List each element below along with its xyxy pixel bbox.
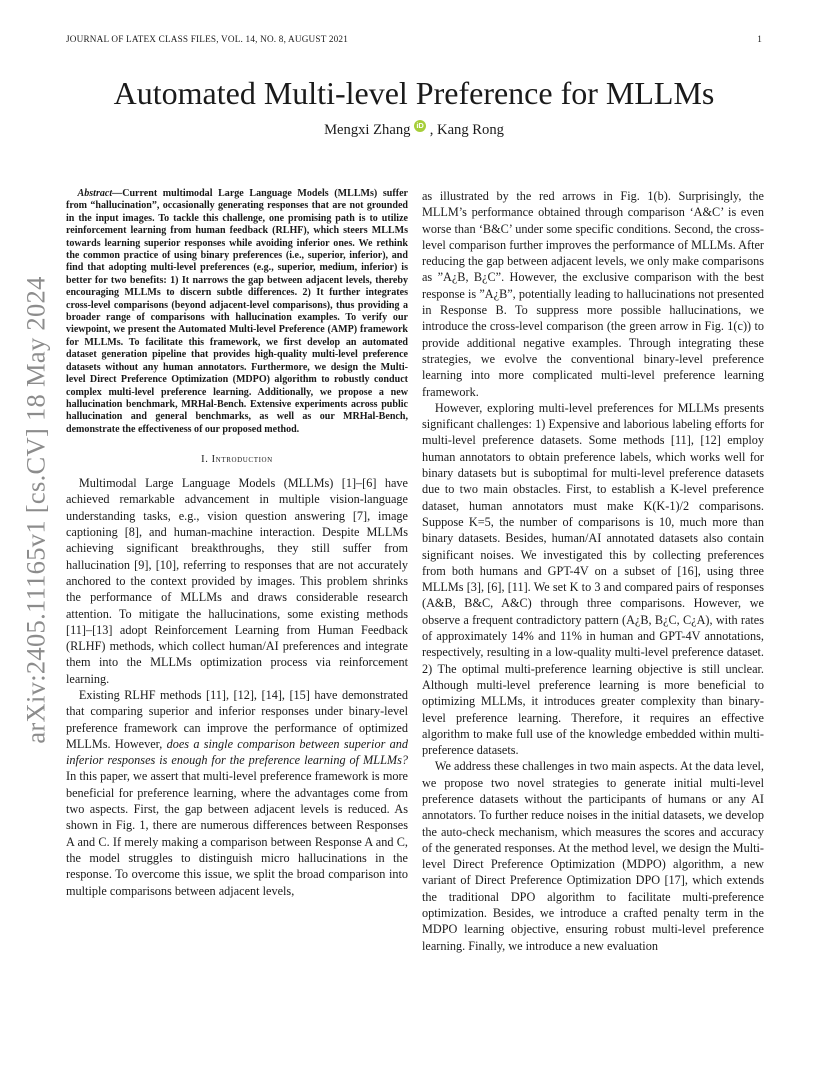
right-column [422, 188, 764, 954]
arxiv-sidebar [22, 250, 50, 770]
abstract [66, 188, 408, 436]
journal-header: JOURNAL OF LATEX CLASS FILES, VOL. 14, NO. 8, AUGUST 2021 [66, 34, 349, 44]
author-line [0, 120, 828, 140]
page-number: 1 [757, 34, 762, 44]
author-separator: , [426, 122, 438, 138]
orcid-icon[interactable]: iD [414, 120, 426, 132]
paper-title: Automated Multi-level Preference for MLLMs [113, 75, 715, 111]
paragraph-intro-2-start: Existing RLHF methods [11], [12], [14], [15] have demonstrated that comparing superior and inferior responses under binary-level preference framework can improve the performance of optimized MLLMs. However, [66, 687, 408, 751]
paragraph-intro-2-end: In this paper, we assert that multi-level preference framework is more beneficial for preference learning, where the advantages come from two aspects. First, the gap between adjacent levels is reduced. As shown in Fig. 1, there are numerous differences between Responses A and C. If merely making a comparison between Response A and C, the model struggles to distinguish micro hallucinations in the response. To overcome this issue, we split the broad comparison into multiple comparisons between adjacent levels, [66, 769, 408, 898]
paragraph-right-2: However, exploring multi-level preferences for MLLMs presents significant challenges: 1) Expensive and laborious labeling efforts for multi-level preference datasets. Some methods [11], [12] employ human annotators to obtain preference labels, which works well for binary datasets but is suboptimal for multi-level preference datasets due to two main obstacles. First, to establish a K-level preference dataset, human annotators must make K(K-1)/2 comparisons. Suppose K=5, the number of comparisons is 10, much more than binary datasets. Besides, human/AI annotated datasets also contain significant noises. We investigated this by collecting preferences from both humans and GPT-4V on a subset of [16], using three MLLMs [3], [6], [11]. We set K to 3 and compared pairs of responses (A&B, B&C, A&C) through three comparisons. However, we observe a frequent contradictory pattern (A¿B, B¿C, C¿A), with rates of approximately 14% and 11% in human and GPT-4V annotations, respectively, resulting in a low-quality multi-level preference dataset. 2) The optimal multi-preference learning objective is still unclear. Although multi-level preference learning is more beneficial to optimizing MLLMs, it introduces greater complexity than binary-level preference learning. Therefore, it requires an effective algorithm to make full use of the knowledge embedded within multi-preference datasets. [422, 400, 764, 758]
paragraph-intro-2-question: does a single comparison between superior and inferior responses is enough for the preference learning of MLLMs? [66, 736, 408, 768]
paragraph-right-1: as illustrated by the red arrows in Fig. 1(b). Surprisingly, the MLLM’s performance obtained through comparison ‘A&C’ is even worse than ‘B&C’ under some specific conditions. Second, the cross-level comparison further improves the performance of MLLMs. After reducing the gap between adjacent levels, we only make comparisons as ”A¿B, B¿C”. However, the exclusive comparison with the best response is ”A¿B”, potentially leading to hallucinations not presented in Response B. To suppress more possible hallucinations, we introduce the cross-level comparison (the green arrow in Fig. 1(c)) to provide additional negative examples. Through integrating these strategies, we evolve the conventional binary-level preference learning into more complicated multi-level preference learning framework. [422, 189, 764, 399]
arxiv-identifier: arXiv:2405.11165v1 [cs.CV] 18 May 2024 [20, 276, 51, 744]
paragraph-intro-2 [66, 687, 408, 899]
abstract-dash: — [112, 188, 123, 199]
left-column [66, 188, 408, 899]
section-heading-introduction: I. Introduction [201, 454, 273, 466]
paragraph-right-3: We address these challenges in two main aspects. At the data level, we propose two novel strategies to generate initial multi-level preference datasets without the participants of humans or any AI annotators. To further reduce noises in the initial datasets, we develop the auto-check mechanism, which measures the scores and accuracy of the generated responses. At the method level, we design the Multi-level Direct Preference Optimization (MDPO) algorithm, a new variant of Direct Preference Optimization DPO [17], which extends the traditional DPO algorithm to facilitate multi-preference optimization. Besides, we introduce a crafted penalty term in the MDPO learning objective, ensuring robust multi-level preference learning. Finally, we introduce a new evaluation [422, 759, 764, 953]
paragraph-intro-1: Multimodal Large Language Models (MLLMs) [1]–[6] have achieved remarkable advancement in multiple vision-language understanding tasks, e.g., vision question answering [7], image captioning [8], and human-machine interaction. Despite MLLMs achieving significant breakthroughs, they still suffer from hallucination [9], [10], referring to responses that are not accurately anchored to the context provided by images. This problem shrinks the performance of MLLMs and draws considerable research attention. To mitigate the hallucinations, some existing methods [11]–[13] adopt Reinforcement Learning from Human Feedback (RLHF) methods, which collect human/AI preferences and integrate them into the MLLMs optimization process via reinforcement learning. [66, 476, 408, 686]
author-name-first: Mengxi Zhang [324, 122, 411, 138]
running-head [66, 34, 762, 48]
abstract-label: Abstract [77, 188, 113, 199]
author-name-second: Kang Rong [437, 122, 504, 138]
abstract-text: Current multimodal Large Language Models (MLLMs) suffer from “hallucination”, occasionally generating responses that are not grounded in the input images. To tackle this challenge, one promising path is to utilize reinforcement learning from human feedback (RLHF), which steers MLLMs towards learning superior responses while avoiding inferior ones. We rethink the common practice of using binary preferences (i.e., superior, inferior), and find that adopting multi-level preferences (e.g., superior, medium, inferior) is better for two benefits: 1) It narrows the gap between adjacent levels, thereby encouraging MLLMs to discern subtle differences. 2) It further integrates cross-level comparisons (beyond adjacent-level comparisons), thus providing a broader range of comparisons with hallucination examples. To verify our viewpoint, we present the Automated Multi-level Preference (AMP) framework for MLLMs. To facilitate this framework, we first develop an automated dataset generation pipeline that provides high-quality multi-level preference datasets without any human annotators. Furthermore, we design the Multi-level Direct Preference Optimization (MDPO) algorithm to robustly conduct complex multi-level preference learning. Additionally, we propose a new hallucination benchmark, MRHal-Bench. Extensive experiments across public hallucination and general benchmarks, as well as our MRHal-Bench, demonstrate the effectiveness of our proposed method. [66, 188, 408, 435]
